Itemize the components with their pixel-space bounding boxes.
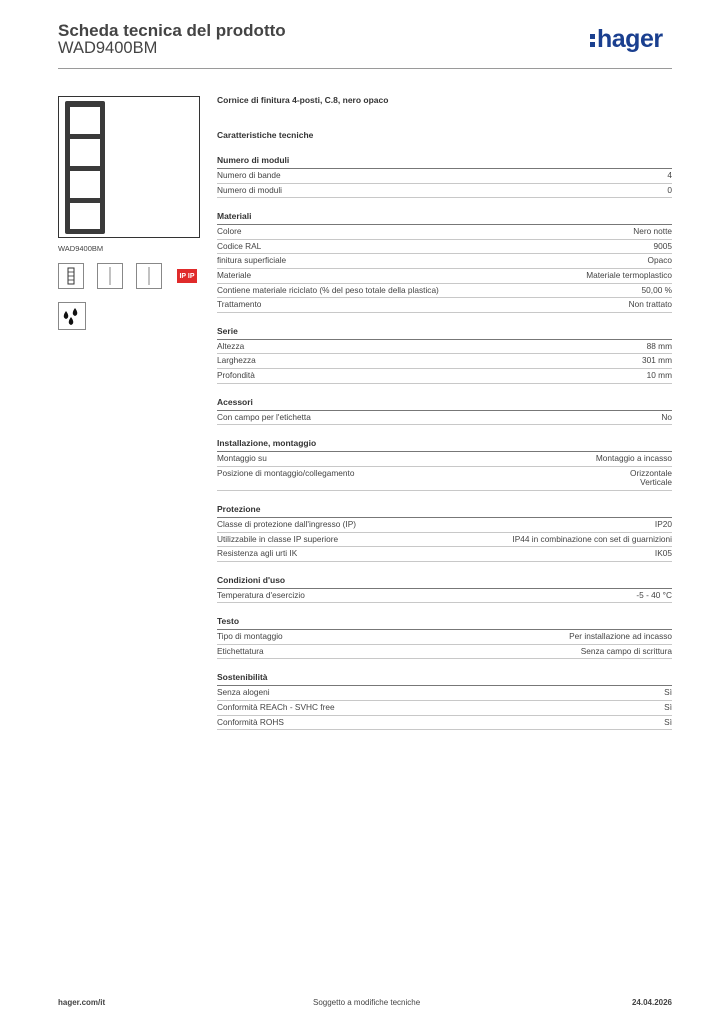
- spec-label: finitura superficiale: [217, 255, 287, 266]
- spec-row: [217, 284, 672, 299]
- water-drops-icon: [58, 302, 86, 330]
- spec-value-line: IP44 in combinazione con set di guarnizioni: [512, 533, 672, 544]
- spec-value-line: IK05: [654, 548, 672, 559]
- section-title: Numero di moduli: [217, 155, 672, 169]
- spec-label: Profondità: [217, 369, 255, 380]
- frame-illustration: [59, 97, 199, 237]
- spec-row: [217, 225, 672, 240]
- spec-value-line: Montaggio a incasso: [595, 453, 672, 464]
- spec-value-line: 50,00 %: [641, 284, 672, 295]
- product-title: Cornice di finitura 4-posti, C.8, nero opaco: [217, 95, 389, 105]
- spec-row: [217, 184, 672, 199]
- spec-value-line: Opaco: [647, 255, 672, 266]
- spec-value: [512, 535, 672, 545]
- spec-label: Con campo per l'etichetta: [217, 411, 311, 422]
- ip-icon: IP IP: [177, 269, 197, 283]
- spec-value: [636, 591, 672, 601]
- spec-value-line: Per installazione ad incasso: [569, 631, 672, 642]
- spec-value-line: 4: [667, 170, 672, 180]
- spec-row: [217, 354, 672, 369]
- spec-value-line: Sì: [664, 687, 672, 698]
- spec-label: Numero di bande: [217, 170, 281, 180]
- spec-value: [596, 454, 672, 464]
- spec-section: [217, 672, 672, 730]
- spec-value-line: 88 mm: [646, 340, 672, 351]
- spec-value: [642, 356, 672, 366]
- line-icon: [97, 263, 123, 289]
- spec-row: [217, 298, 672, 313]
- product-code-heading: WAD9400BM: [58, 39, 158, 57]
- spec-value: [647, 342, 672, 352]
- spec-label: Conformità ROHS: [217, 716, 284, 727]
- spec-value: [629, 300, 672, 310]
- spec-label: Utilizzabile in classe IP superiore: [217, 533, 339, 544]
- spec-row: [217, 533, 672, 548]
- spec-value: [667, 171, 672, 181]
- section-title: Testo: [217, 616, 672, 630]
- spec-value: [648, 256, 672, 266]
- spec-row: [217, 589, 672, 604]
- logo-text: hager: [597, 25, 663, 53]
- spec-row: [217, 411, 672, 426]
- spec-row: [217, 240, 672, 255]
- spec-label: Altezza: [217, 340, 245, 351]
- spec-value: [586, 271, 672, 281]
- spec-section: [217, 326, 672, 384]
- spec-section: [217, 438, 672, 491]
- spec-label: Etichettatura: [217, 645, 264, 656]
- spec-section: [217, 155, 672, 198]
- spec-row: [217, 716, 672, 731]
- spec-value-line: Sì: [664, 702, 672, 713]
- spec-value: [581, 647, 672, 657]
- spec-row: [217, 686, 672, 701]
- spec-row: [217, 701, 672, 716]
- header-divider: [58, 68, 672, 69]
- section-title: Serie: [217, 326, 672, 340]
- spec-value-line: 0: [667, 184, 672, 195]
- spec-value: [661, 413, 672, 423]
- spec-label: Montaggio su: [217, 453, 267, 464]
- spec-section: [217, 575, 672, 604]
- spec-row: [217, 518, 672, 533]
- spec-label: Numero di moduli: [217, 184, 283, 195]
- spec-value-line: Sì: [664, 716, 672, 727]
- section-title: Protezione: [217, 504, 672, 518]
- spec-label: Colore: [217, 226, 242, 237]
- spec-row: [217, 645, 672, 660]
- spec-value: [642, 286, 672, 296]
- spec-label: Classe di protezione dall'ingresso (IP): [217, 518, 357, 529]
- spec-row: [217, 630, 672, 645]
- spec-value-line: IP20: [654, 518, 672, 529]
- spec-row: [217, 269, 672, 284]
- spec-sections: [217, 155, 672, 730]
- section-title: Materiali: [217, 211, 672, 225]
- spec-section: [217, 616, 672, 659]
- spec-content: [217, 95, 672, 730]
- spec-label: Tipo di montaggio: [217, 631, 283, 642]
- spec-row: [217, 467, 672, 491]
- spec-row: [217, 547, 672, 562]
- spec-value-line: Senza campo di scrittura: [580, 645, 672, 656]
- spec-value-line: Non trattato: [628, 299, 672, 310]
- spec-row: [217, 169, 672, 184]
- spec-label: Posizione di montaggio/collegamento: [217, 467, 355, 478]
- section-title: Installazione, montaggio: [217, 438, 672, 452]
- spec-value-line: Nero notte: [633, 226, 672, 237]
- spec-value: [664, 688, 672, 698]
- spec-label: Trattamento: [217, 299, 262, 310]
- spec-value: [630, 469, 672, 488]
- spec-value-line: 301 mm: [642, 355, 672, 366]
- logo-dots-icon: [590, 29, 596, 47]
- line-icon: [136, 263, 162, 289]
- spec-value: [647, 371, 672, 381]
- page-title: Scheda tecnica del prodotto: [58, 21, 286, 40]
- spec-value-line: 10 mm: [646, 369, 672, 380]
- spec-value-line: Orizzontale: [630, 467, 672, 478]
- spec-value: [633, 227, 672, 237]
- spec-row: [217, 254, 672, 269]
- spec-value: [654, 242, 672, 252]
- spec-label: Materiale: [217, 269, 252, 280]
- spec-row: [217, 369, 672, 384]
- spec-label: Codice RAL: [217, 240, 262, 251]
- spec-value-line: 9005: [653, 240, 672, 251]
- spec-row: [217, 452, 672, 467]
- spec-label: Contiene materiale riciclato (% del peso totale della plastica): [217, 284, 439, 295]
- spec-value: [664, 718, 672, 728]
- spec-section: [217, 211, 672, 313]
- spec-value: [664, 703, 672, 713]
- footer-note: Soggetto a modifiche tecniche: [313, 998, 421, 1007]
- characteristics-title: Caratteristiche tecniche: [217, 130, 314, 140]
- footer-date: 24.04.2026: [631, 998, 672, 1007]
- spec-value: [655, 520, 672, 530]
- spec-value-line: Verticale: [640, 477, 672, 488]
- spec-value: [667, 186, 672, 196]
- section-title: Sostenibilità: [217, 672, 672, 686]
- spec-label: Conformità REACh - SVHC free: [217, 702, 335, 713]
- spec-value-line: Materiale termoplastico: [586, 269, 672, 280]
- spec-value: [569, 632, 672, 642]
- image-caption: WAD9400BM: [58, 244, 104, 253]
- section-title: Acessori: [217, 397, 672, 411]
- spec-row: [217, 340, 672, 355]
- spec-label: Senza alogeni: [217, 687, 270, 698]
- spec-label: Larghezza: [217, 355, 256, 366]
- spec-value-line: -5 - 40 °C: [636, 589, 672, 600]
- section-title: Condizioni d'uso: [217, 575, 672, 589]
- spec-label: Temperatura d'esercizio: [217, 589, 305, 600]
- spec-value: [655, 549, 672, 559]
- spec-section: [217, 397, 672, 426]
- hager-logo: [590, 27, 663, 52]
- strip-icon: [58, 263, 84, 289]
- product-image: [58, 96, 200, 238]
- spec-label: Resistenza agli urti IK: [217, 548, 298, 559]
- spec-section: [217, 504, 672, 562]
- spec-value-line: No: [661, 411, 672, 422]
- footer-website: hager.com/it: [58, 998, 106, 1007]
